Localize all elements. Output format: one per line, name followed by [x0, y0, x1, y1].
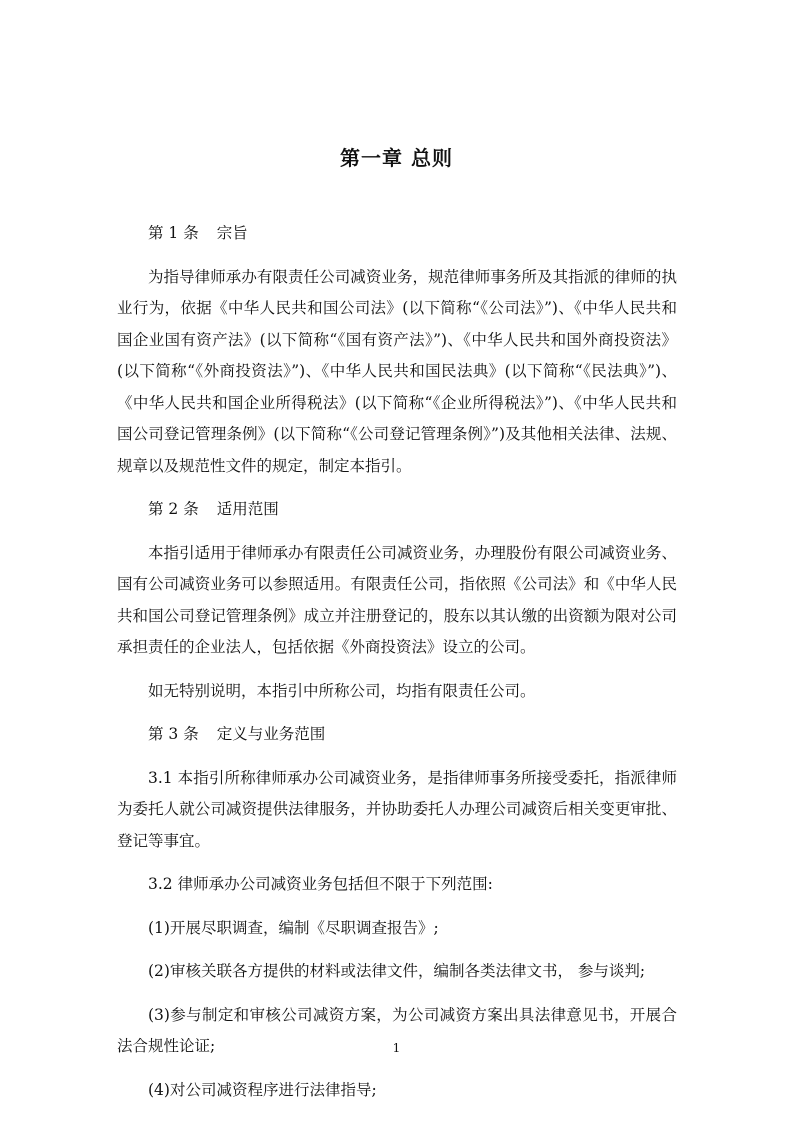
list-item-3: (3)参与制定和审核公司减资方案，为公司减资方案出具法律意见书，开展合法合规性论证;: [117, 1005, 677, 1055]
article-2-paragraph-1: 本指引适用于律师承办有限责任公司减资业务，办理股份有限公司减资业务、国有公司减资业务可以参照适用。有限责任公司，指依照《公司法》和《中华人民共和国公司登记管理条例》成立并注册登记的，股东以其认缴的出资额为限对公司承担责任的企业法人，包括依据《外商投资法》设立的公司。: [117, 543, 677, 656]
list-item-1: (1)开展尽职调查，编制《尽职调查报告》;: [148, 918, 439, 937]
article-number: 第 1 条: [148, 224, 199, 242]
list-item-2: (2)审核关联各方提供的材料或法律文件，编制各类法律文书， 参与谈判;: [148, 962, 646, 980]
list-item-4: (4)对公司减资程序进行法律指导;: [148, 1080, 377, 1099]
page-number: 1: [392, 1041, 401, 1055]
article-title: 适用范围: [216, 500, 279, 518]
article-3-heading: [117, 719, 677, 751]
article-3-paragraph-1: 3.1 本指引所称律师承办公司减资业务，是指律师事务所接受委托，指派律师为委托人就公司减资提供法律服务，并协助委托人办理公司减资后相关变更审批、登记等事宜。: [117, 768, 677, 850]
article-number: 第 3 条: [148, 725, 199, 743]
article-title: 宗旨: [216, 224, 248, 242]
article-2-heading: [117, 494, 677, 526]
article-1-paragraph-1: 为指导律师承办有限责任公司减资业务，规范律师事务所及其指派的律师的执业行为，依据《中华人民共和国公司法》(以下简称“《公司法》”)、《中华人民共和国企业国有资产法》(以下简称“《国有资产法》”)、《中华人民共和国外商投资法》(以下简称“《外商投资法》”)、《中华人民共和国民法典》(以下简称“《民法典》”)、《中华人民共和国企业所得税法》(以下简称“《企业所得税法》”)、《中华人民共和国公司登记管理条例》(以下简称“《公司登记管理条例》”)及其他相关法律、法规、规章以及规范性文件的规定，制定本指引。: [117, 267, 677, 475]
document-body: [117, 218, 677, 1118]
article-1-heading: [117, 218, 677, 250]
chapter-title: 第一章 总则: [340, 146, 453, 170]
article-3-paragraph-2: 3.2 律师承办公司减资业务包括但不限于下列范围:: [148, 875, 493, 893]
article-2-paragraph-2: 如无特别说明，本指引中所称公司，均指有限责任公司。: [148, 681, 536, 700]
article-title: 定义与业务范围: [216, 725, 326, 743]
article-number: 第 2 条: [148, 500, 199, 518]
